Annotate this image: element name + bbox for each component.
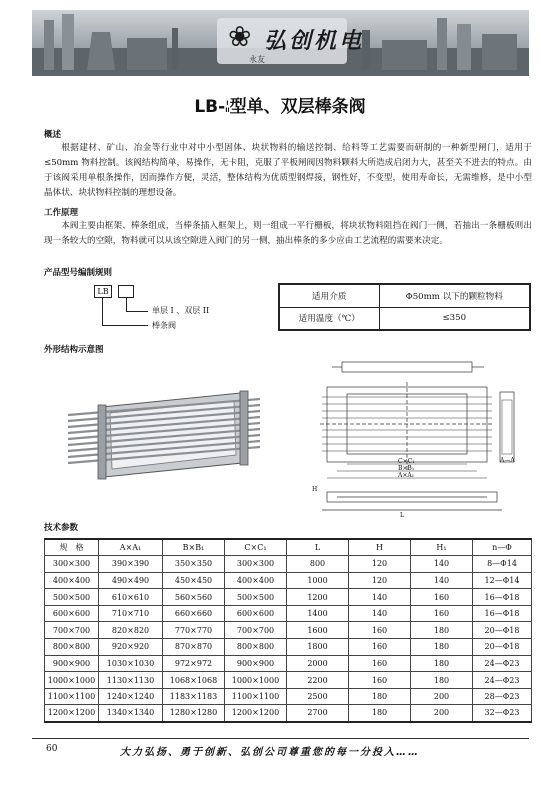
table-cell: 120 [349,556,411,573]
table-cell: 450×450 [163,572,225,589]
table-cell: 160 [349,655,411,672]
table-cell: 180 [411,622,473,639]
table-cell: 24—Φ23 [473,672,532,689]
table-cell: 972×972 [163,655,225,672]
title-sub: II [225,107,230,114]
table-cell: 600×600 [225,605,287,622]
table-cell: 12—Φ14 [473,572,532,589]
table-cell: 1068×1068 [163,672,225,689]
table-row [45,556,532,573]
model-line-v1 [126,298,127,312]
table-cell: 390×390 [99,556,163,573]
table-cell: 1000×1000 [225,672,287,689]
table-cell: 1600 [287,622,349,639]
table-cell: 20—Φ18 [473,639,532,656]
table-cell: 600×600 [45,605,99,622]
table-cell: 870×870 [163,639,225,656]
table-cell: 180 [349,688,411,705]
table-cell: 800×800 [45,639,99,656]
table-row [45,639,532,656]
title-sup: I [226,100,229,107]
table-cell: 8—Φ14 [473,556,532,573]
table-cell: 610×610 [99,589,163,606]
table-cell: 120 [349,572,411,589]
footer-slogan: 大力弘扬、勇于创新、弘创公司尊重您的每一分投入…… [120,747,420,758]
company-name: 弘创机电 [264,29,365,54]
overview-text: 根据建材、矿山、冶金等行业中对中小型固体、块状物料的输送控制、给料等工艺需要而研制的一种新型闸门，适用于≤50mm 物料控制。该阀结构简单，易操作，无卡阻，克服了平板闸阀因物料颗料大所造成启闭力大，甚至关不进去的特点。由于该阀采用单根条操作，因而操作方便，灵活，整体结构为优质型钢焊接，钢性好，不变型，使用寿命长，无需维修，是中小型晶体状、块状物料控制的理想设备。 [44,143,532,198]
drawing-label-c: C×C₁ [398,458,415,465]
table-cell: 20—Φ18 [473,622,532,639]
title-prefix: LB- [194,97,226,117]
table-cell: 2200 [287,672,349,689]
table-cell: 140 [349,605,411,622]
title-main: 型单、双层棒条阀 [229,97,366,117]
table-cell: 300×300 [225,556,287,573]
model-label-layers: 单层 I 、双层 II [152,306,210,315]
table-cell: 16—Φ18 [473,589,532,606]
table-cell: 1100×1100 [45,688,99,705]
drawing-label-b: B×B₁ [398,465,415,472]
footer-divider [32,738,529,739]
table-cell: 200 [411,705,473,722]
principle-text: 本阀主要由框架、棒条组成，当棒条插入框架上，则一组成一平行栅板，将块状物料阻挡在阀门一侧，若抽出一条栅板则出现一条较大的空隙，物料就可以从该空隙进入阀门的另一侧，抽出棒条的多少应由工艺流程的需要来决定。 [44,221,532,246]
table-cell: 140 [349,589,411,606]
table-cell: 800×800 [225,639,287,656]
table-cell: 1000×1000 [45,672,99,689]
table-cell: 900×900 [45,655,99,672]
company-sub-label: 永友 [249,55,265,64]
table-cell: 1200×1200 [225,705,287,722]
table-cell: 160 [411,605,473,622]
table-cell: 660×660 [163,605,225,622]
company-logo-icon: ❀ [228,20,252,53]
table-cell: 1400 [287,605,349,622]
params-header-cell: H₁ [411,539,473,556]
table-cell: 400×400 [45,572,99,589]
params-header-cell: C×C₁ [225,539,287,556]
table-cell: 1130×1130 [99,672,163,689]
page-title [0,92,560,117]
table-cell: 28—Φ23 [473,688,532,705]
table-cell: 2000 [287,655,349,672]
table-cell: 350×350 [163,556,225,573]
drawing-label-a: A×A₁ [398,472,415,479]
table-cell: 180 [411,655,473,672]
table-cell: 1240×1240 [99,688,163,705]
structure-heading: 外形结构示意图 [44,345,104,355]
spec-row [279,307,530,330]
page-number: 60 [46,744,58,754]
table-cell: 1340×1340 [99,705,163,722]
params-header-cell: L [287,539,349,556]
table-row [45,572,532,589]
table-cell: 560×560 [163,589,225,606]
params-header-cell: A×A₁ [99,539,163,556]
table-row [45,655,532,672]
table-cell: 16—Φ18 [473,605,532,622]
table-cell: 24—Φ23 [473,655,532,672]
table-cell: 1280×1280 [163,705,225,722]
model-label-valve: 棒条阀 [152,321,176,330]
params-header-cell: 规 格 [45,539,99,556]
table-cell: 140 [411,572,473,589]
table-cell: 490×490 [99,572,163,589]
valve-photo [60,385,275,485]
principle-heading: 工作原理 [44,208,79,218]
params-header-cell: B×B₁ [163,539,225,556]
overview-heading: 概述 [44,130,62,140]
model-line-h1 [126,311,148,312]
model-line-v2 [102,298,103,326]
drawing-label-section: A—A [500,457,515,464]
drawing-label-h: H [312,486,318,493]
table-cell: 160 [411,589,473,606]
table-cell: 770×770 [163,622,225,639]
table-cell: 1200×1200 [45,705,99,722]
params-table [44,538,532,723]
model-line-h2 [102,325,148,326]
table-cell: 500×500 [45,589,99,606]
params-body [45,556,532,722]
table-cell: 400×400 [225,572,287,589]
table-row [45,605,532,622]
table-row [45,705,532,722]
model-heading: 产品型号编制规则 [44,268,113,278]
table-cell: 1000 [287,572,349,589]
table-cell: 820×820 [99,622,163,639]
table-cell: 1030×1030 [99,655,163,672]
params-header-row [45,539,532,556]
table-cell: 700×700 [225,622,287,639]
table-cell: 1183×1183 [163,688,225,705]
spec-value-cell: Φ50mm 以下的颗粒物料 [379,284,530,307]
spec-row [279,284,530,307]
table-cell: 500×500 [225,589,287,606]
table-row [45,589,532,606]
table-cell: 800 [287,556,349,573]
table-row [45,672,532,689]
table-cell: 180 [411,672,473,689]
table-cell: 160 [349,672,411,689]
table-row [45,622,532,639]
table-cell: 180 [411,639,473,656]
table-cell: 180 [349,705,411,722]
table-cell: 140 [411,556,473,573]
table-cell: 1800 [287,639,349,656]
params-heading: 技术参数 [44,523,79,533]
table-cell: 2500 [287,688,349,705]
table-cell: 300×300 [45,556,99,573]
params-header-cell: H [349,539,411,556]
table-cell: 700×700 [45,622,99,639]
spec-table [278,283,531,331]
model-code-blank-box [118,285,134,298]
table-cell: 1100×1100 [225,688,287,705]
spec-name-cell: 适用介质 [279,284,379,307]
params-header-cell: n—Φ [473,539,532,556]
model-code-box: LB [94,285,112,298]
table-cell: 1200 [287,589,349,606]
table-cell: 160 [349,622,411,639]
spec-value-cell: ≤350 [379,307,530,330]
header-banner [32,10,529,76]
table-row [45,688,532,705]
valve-technical-drawing [302,352,532,522]
table-cell: 920×920 [99,639,163,656]
table-cell: 32—Φ23 [473,705,532,722]
table-cell: 2700 [287,705,349,722]
table-cell: 200 [411,688,473,705]
table-cell: 900×900 [225,655,287,672]
drawing-label-l: L [400,512,404,519]
spec-name-cell: 适用温度（℃） [279,307,379,330]
table-cell: 160 [349,639,411,656]
table-cell: 710×710 [99,605,163,622]
